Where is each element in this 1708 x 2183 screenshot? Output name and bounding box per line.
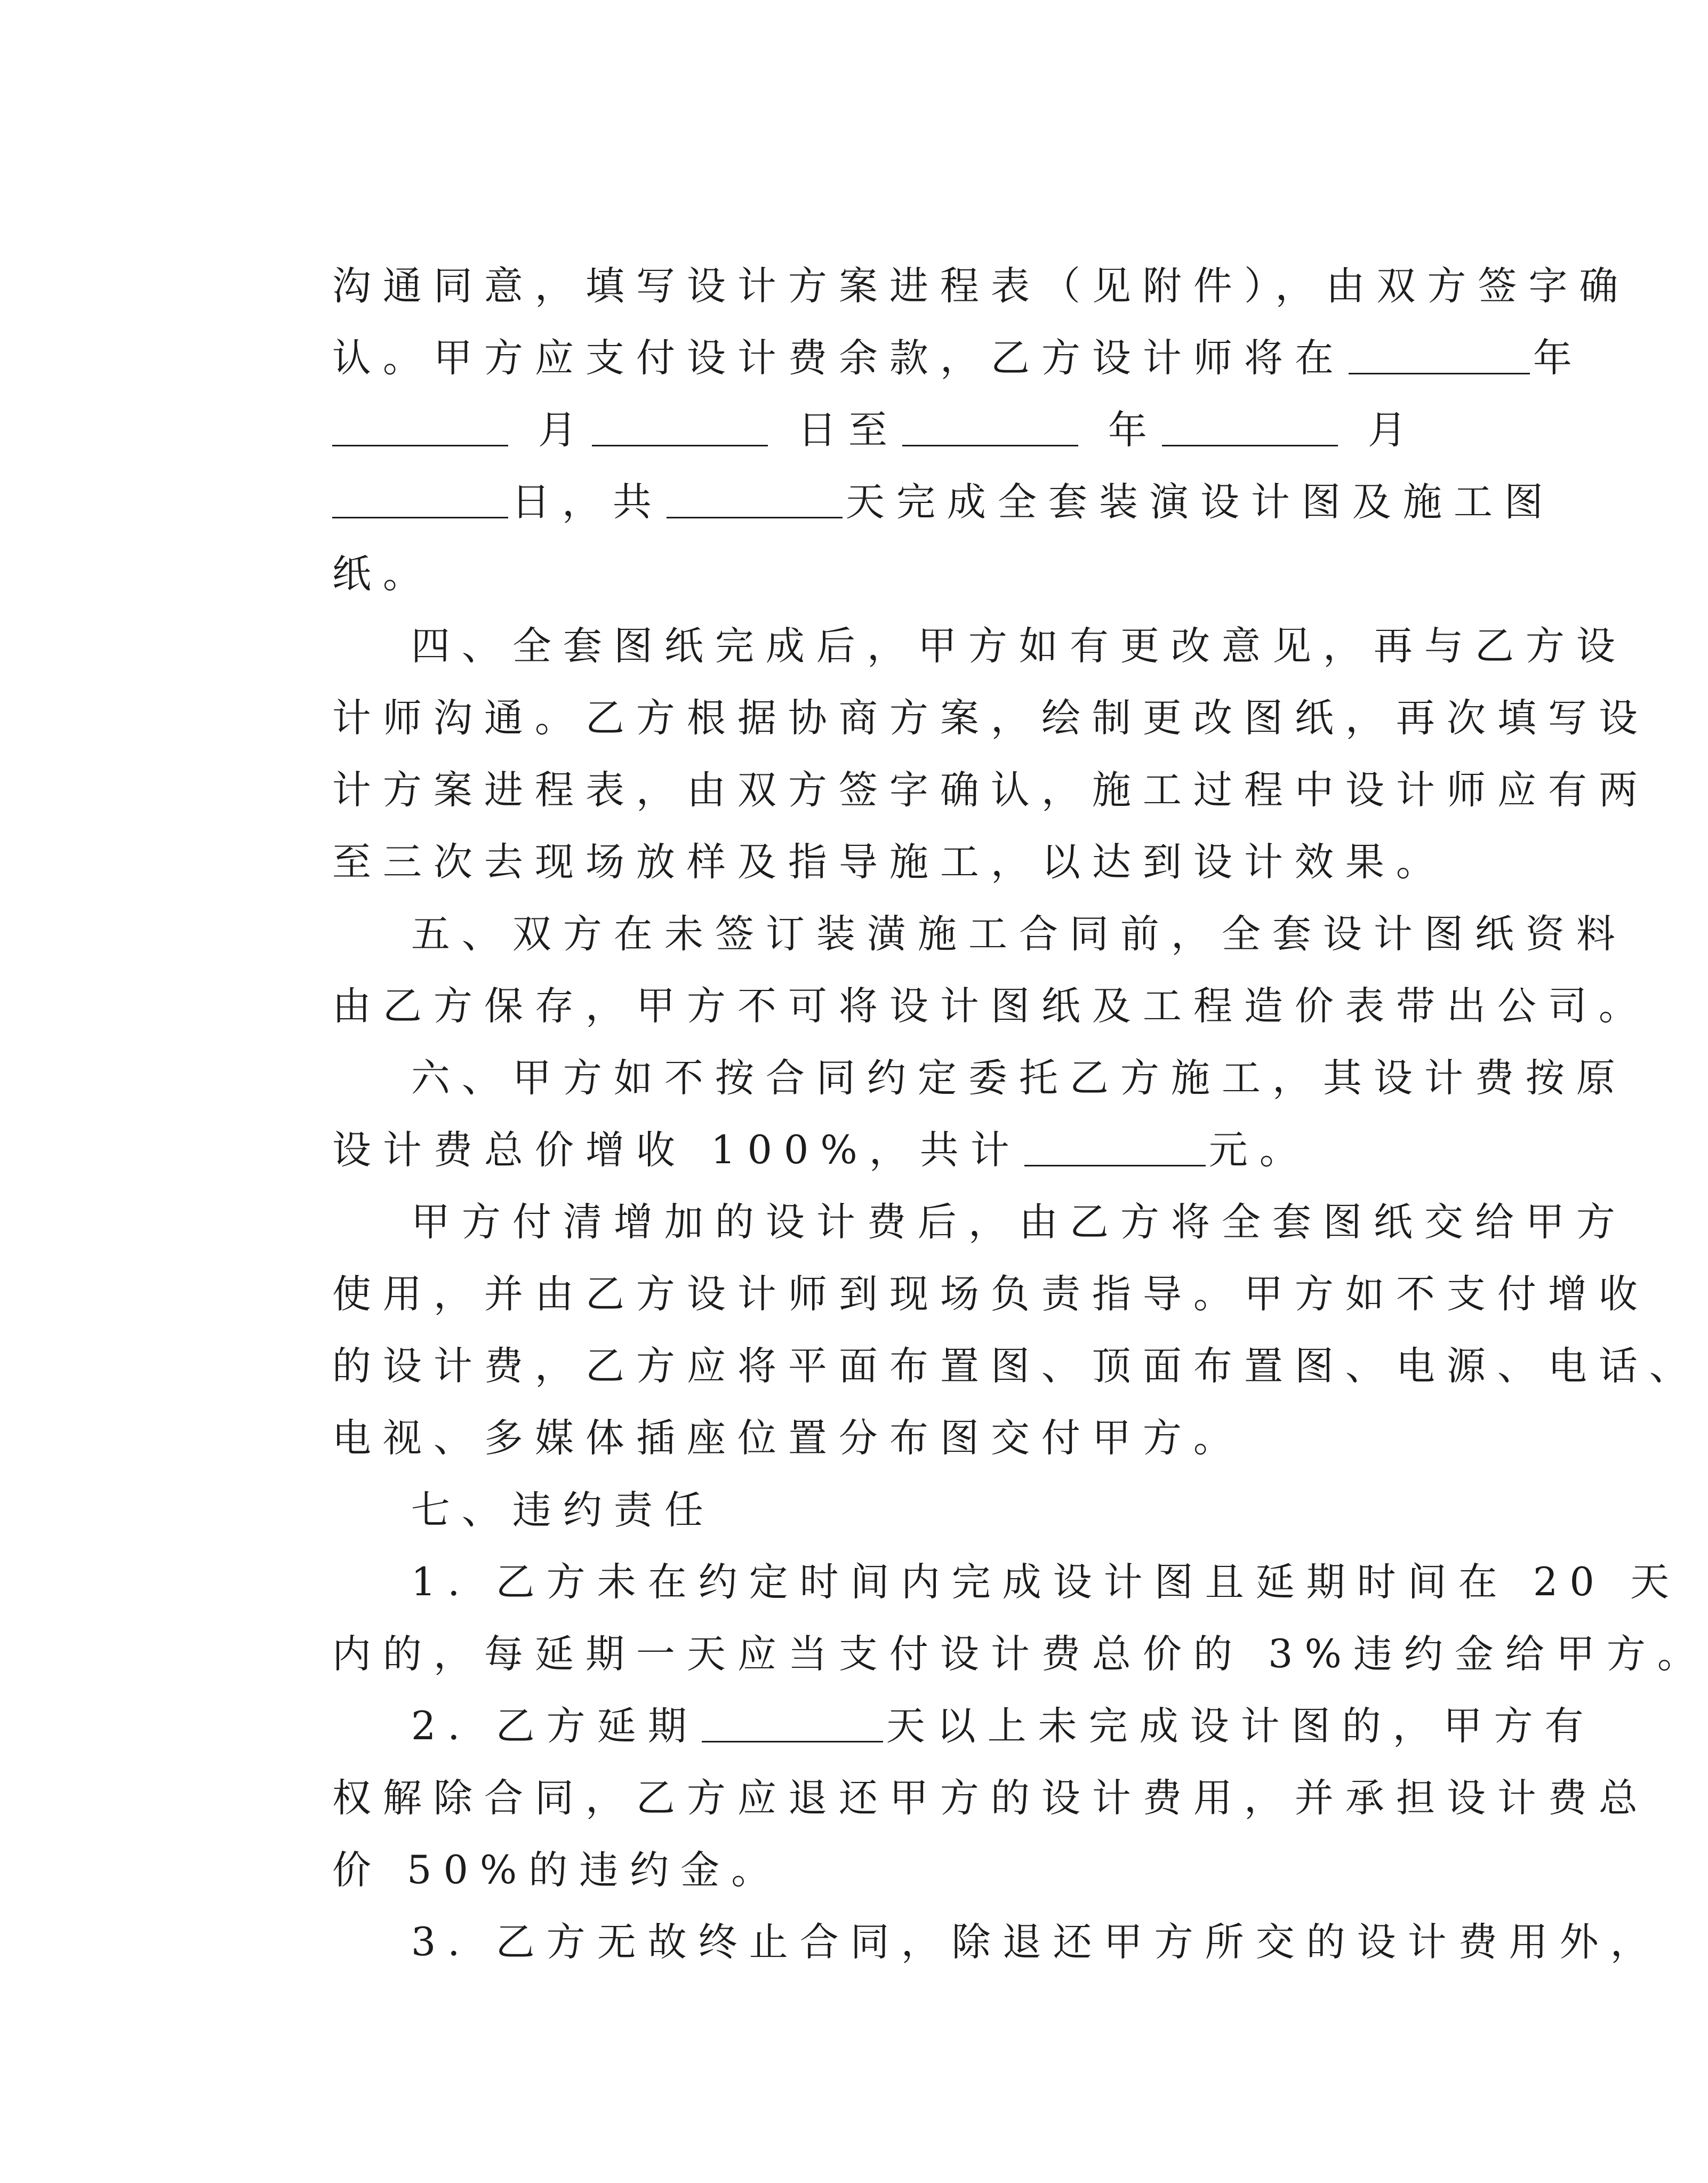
line-text: 至三次去现场放样及指导施工，以达到设计效果。 [332,839,1447,885]
line-text: 由乙方保存，甲方不可将设计图纸及工程造价表带出公司。 [332,983,1649,1029]
line-text: 权解除合同，乙方应退还甲方的设计费用，并承担设计费总 [332,1776,1649,1821]
line-text: 天以上未完成设计图的，甲方有 [886,1704,1595,1749]
line-text: 天完成全套装演设计图及施工图 [845,479,1555,525]
line-text: 四、全套图纸完成后，甲方如有更改意见，再与乙方设 [411,623,1627,669]
line-text: 元。 [1208,1128,1310,1173]
line-text: 日，共 [511,479,663,525]
line-text: 设计费总价增收 100%，共计 [332,1128,1021,1173]
line-text: 计方案进程表，由双方签字确认，施工过程中设计师应有两 [332,767,1649,813]
line-text: 纸。 [332,551,434,597]
line-text: 认。甲方应支付设计费余款，乙方设计师将在 [332,335,1345,381]
line-text: 电视、多媒体插座位置分布图交付甲方。 [332,1416,1244,1461]
line-text: 沟通同意，填写设计方案进程表（见附件），由双方签字确 [332,263,1630,309]
line-text: 年 [1108,407,1159,453]
line-text: 六、甲方如不按合同约定委托乙方施工，其设计费按原 [411,1055,1627,1101]
line-text: 年 [1533,335,1584,381]
line-text: 甲方付清增加的设计费后，由乙方将全套图纸交给甲方 [411,1200,1627,1245]
line-text: 五、双方在未签订装潢施工合同前，全套设计图纸资料 [411,911,1627,957]
line-text: 月 [538,407,589,453]
line-text: 1. 乙方未在约定时间内完成设计图且延期时间在 20 天 [411,1560,1681,1605]
line-text: 使用，并由乙方设计师到现场负责指导。甲方如不支付增收 [332,1272,1649,1317]
fill-in-blank [667,485,843,518]
text-line [236,422,1555,582]
line-text: 2. 乙方延期 [411,1704,699,1749]
line-text: 月 [1367,407,1418,453]
paragraph-first-line [315,1862,1661,2022]
line-text: 日至 [797,407,899,453]
line-text: 的设计费，乙方应将平面布置图、顶面布置图、电源、电话、 [332,1344,1700,1389]
line-text: 价 50%的违约金。 [332,1848,782,1893]
line-text: 七、违约责任 [411,1488,715,1533]
line-text: 计师沟通。乙方根据协商方案，绘制更改图纸，再次填写设 [332,695,1649,741]
line-text: 3. 乙方无故终止合同，除退还甲方所交的设计费用外， [411,1920,1661,1965]
line-text: 内的，每延期一天应当支付设计费总价的 3%违约金给甲方。 [332,1632,1708,1677]
